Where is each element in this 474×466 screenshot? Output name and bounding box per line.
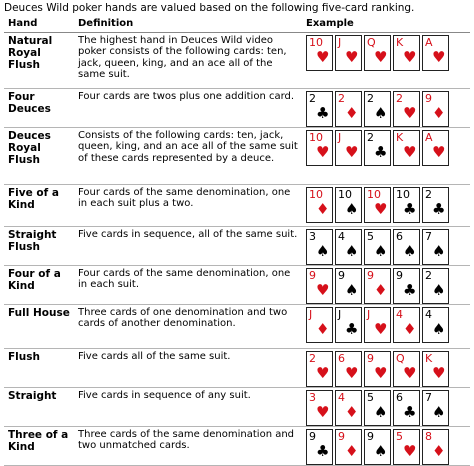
card-rank: 2 xyxy=(425,187,432,201)
card-rank: 2 xyxy=(367,91,374,105)
playing-card xyxy=(335,130,362,166)
playing-card xyxy=(393,390,420,426)
card-rank: J xyxy=(309,307,313,321)
diamonds-suit-icon: ♦ xyxy=(403,319,417,338)
card-rank: 5 xyxy=(396,429,403,443)
card-rank: K xyxy=(425,351,433,365)
hand-name: Flush xyxy=(4,348,74,387)
spades-suit-icon: ♠ xyxy=(374,103,388,122)
example-cards xyxy=(302,88,470,127)
hand-name: Straight Flush xyxy=(4,226,74,265)
card-rank: 7 xyxy=(425,390,432,404)
spades-suit-icon: ♠ xyxy=(432,319,446,338)
playing-card xyxy=(306,229,333,265)
example-cards xyxy=(302,348,470,387)
playing-card xyxy=(364,307,391,343)
playing-card xyxy=(335,429,362,465)
card-rank: K xyxy=(396,35,404,49)
clubs-suit-icon: ♣ xyxy=(316,441,330,460)
example-cards xyxy=(302,426,470,465)
hearts-suit-icon: ♥ xyxy=(374,199,388,218)
table-row xyxy=(4,265,470,304)
hearts-suit-icon: ♥ xyxy=(403,363,417,382)
hand-definition: Four cards of the same denomination, one in each suit plus a two. xyxy=(74,184,302,226)
playing-card xyxy=(335,35,362,71)
spades-suit-icon: ♠ xyxy=(403,241,417,260)
playing-card xyxy=(393,187,420,223)
hearts-suit-icon: ♥ xyxy=(432,142,446,161)
spades-suit-icon: ♠ xyxy=(374,402,388,421)
playing-card xyxy=(364,429,391,465)
card-rank: 9 xyxy=(425,91,432,105)
card-rank: J xyxy=(367,307,371,321)
card-rank: 4 xyxy=(396,307,403,321)
card-rank: 4 xyxy=(338,390,345,404)
table-row xyxy=(4,226,470,265)
example-cards xyxy=(302,226,470,265)
playing-card xyxy=(335,307,362,343)
card-rank: 9 xyxy=(367,429,374,443)
card-rank: 3 xyxy=(309,390,316,404)
clubs-suit-icon: ♣ xyxy=(403,199,417,218)
spades-suit-icon: ♠ xyxy=(316,241,330,260)
header-example: Example xyxy=(302,16,470,32)
example-cards xyxy=(302,265,470,304)
diamonds-suit-icon: ♦ xyxy=(432,441,446,460)
playing-card xyxy=(393,91,420,127)
card-rank: 2 xyxy=(367,130,374,144)
hearts-suit-icon: ♥ xyxy=(432,47,446,66)
hand-name: Three of a Kind xyxy=(4,426,74,465)
card-rank: 10 xyxy=(309,130,323,144)
clubs-suit-icon: ♣ xyxy=(374,142,388,161)
diamonds-suit-icon: ♦ xyxy=(316,319,330,338)
hearts-suit-icon: ♥ xyxy=(345,47,359,66)
hearts-suit-icon: ♥ xyxy=(403,103,417,122)
playing-card xyxy=(364,268,391,304)
table-header-row xyxy=(4,16,470,32)
playing-card xyxy=(364,35,391,71)
playing-card xyxy=(364,91,391,127)
playing-card xyxy=(306,429,333,465)
hand-name: Five of a Kind xyxy=(4,184,74,226)
playing-card xyxy=(306,187,333,223)
hand-name: Full House xyxy=(4,304,74,348)
playing-card xyxy=(422,351,449,387)
card-rank: J xyxy=(338,130,342,144)
card-rank: 2 xyxy=(425,268,432,282)
clubs-suit-icon: ♣ xyxy=(345,319,359,338)
playing-card xyxy=(393,229,420,265)
card-rank: 5 xyxy=(367,229,374,243)
table-row xyxy=(4,32,470,88)
hearts-suit-icon: ♥ xyxy=(374,363,388,382)
playing-card xyxy=(364,229,391,265)
header-definition: Definition xyxy=(74,16,302,32)
diamonds-suit-icon: ♦ xyxy=(345,441,359,460)
playing-card xyxy=(393,130,420,166)
playing-card xyxy=(422,187,449,223)
playing-card xyxy=(422,229,449,265)
card-rank: 10 xyxy=(367,187,381,201)
playing-card xyxy=(364,130,391,166)
playing-card xyxy=(335,268,362,304)
card-rank: 4 xyxy=(425,307,432,321)
playing-card xyxy=(364,187,391,223)
hand-name: Four of a Kind xyxy=(4,265,74,304)
hand-definition: Three cards of the same denomination and two unmatched cards. xyxy=(74,426,302,465)
card-rank: 2 xyxy=(309,351,316,365)
playing-card xyxy=(422,35,449,71)
card-rank: A xyxy=(425,35,433,49)
hand-definition: Five cards in sequence of any suit. xyxy=(74,387,302,426)
clubs-suit-icon: ♣ xyxy=(432,199,446,218)
playing-card xyxy=(335,351,362,387)
table-row xyxy=(4,184,470,226)
card-rank: 9 xyxy=(338,268,345,282)
example-cards xyxy=(302,127,470,184)
hand-name: Straight xyxy=(4,387,74,426)
playing-card xyxy=(335,390,362,426)
playing-card xyxy=(393,307,420,343)
card-rank: J xyxy=(338,307,342,321)
diamonds-suit-icon: ♦ xyxy=(345,103,359,122)
header-hand: Hand xyxy=(4,16,74,32)
hearts-suit-icon: ♥ xyxy=(345,142,359,161)
playing-card xyxy=(306,307,333,343)
hand-name: Deuces Royal Flush xyxy=(4,127,74,184)
table-body xyxy=(4,32,470,465)
table-row xyxy=(4,387,470,426)
playing-card xyxy=(422,268,449,304)
card-rank: 8 xyxy=(425,429,432,443)
card-rank: 9 xyxy=(309,429,316,443)
card-rank: 7 xyxy=(425,229,432,243)
playing-card xyxy=(422,390,449,426)
table-row xyxy=(4,88,470,127)
hand-name: Natural Royal Flush xyxy=(4,32,74,88)
card-rank: 4 xyxy=(338,229,345,243)
clubs-suit-icon: ♣ xyxy=(403,402,417,421)
diamonds-suit-icon: ♦ xyxy=(345,402,359,421)
card-rank: 2 xyxy=(396,91,403,105)
playing-card xyxy=(335,91,362,127)
hearts-suit-icon: ♥ xyxy=(403,47,417,66)
spades-suit-icon: ♠ xyxy=(345,199,359,218)
card-rank: 9 xyxy=(396,268,403,282)
playing-card xyxy=(364,390,391,426)
card-rank: 9 xyxy=(367,351,374,365)
spades-suit-icon: ♠ xyxy=(432,241,446,260)
clubs-suit-icon: ♣ xyxy=(316,103,330,122)
spades-suit-icon: ♠ xyxy=(345,280,359,299)
hand-definition: The highest hand in Deuces Wild video poker consists of the following cards: ten, jack, queen, king, and an ace all of the same suit. xyxy=(74,32,302,88)
playing-card xyxy=(422,130,449,166)
playing-card xyxy=(306,130,333,166)
playing-card xyxy=(422,91,449,127)
card-rank: K xyxy=(396,130,404,144)
hand-name: Four Deuces xyxy=(4,88,74,127)
playing-card xyxy=(335,187,362,223)
table-row xyxy=(4,304,470,348)
table-row xyxy=(4,426,470,465)
hearts-suit-icon: ♥ xyxy=(316,363,330,382)
hearts-suit-icon: ♥ xyxy=(403,441,417,460)
card-rank: 3 xyxy=(309,229,316,243)
example-cards xyxy=(302,304,470,348)
playing-card xyxy=(306,390,333,426)
playing-card xyxy=(306,91,333,127)
table-row xyxy=(4,127,470,184)
playing-card xyxy=(422,307,449,343)
card-rank: 6 xyxy=(396,390,403,404)
card-rank: 9 xyxy=(338,429,345,443)
example-cards xyxy=(302,184,470,226)
hand-ranking-table xyxy=(4,16,470,466)
card-rank: 6 xyxy=(396,229,403,243)
hand-definition: Five cards all of the same suit. xyxy=(74,348,302,387)
card-rank: 10 xyxy=(309,35,323,49)
spades-suit-icon: ♠ xyxy=(345,241,359,260)
spades-suit-icon: ♠ xyxy=(374,441,388,460)
hand-definition: Consists of the following cards: ten, jack, queen, king, and an ace all of the same suit of these cards represented by a deuce. xyxy=(74,127,302,184)
hearts-suit-icon: ♥ xyxy=(374,319,388,338)
hearts-suit-icon: ♥ xyxy=(316,402,330,421)
hearts-suit-icon: ♥ xyxy=(403,142,417,161)
hearts-suit-icon: ♥ xyxy=(316,280,330,299)
card-rank: 2 xyxy=(338,91,345,105)
card-rank: 10 xyxy=(338,187,352,201)
diamonds-suit-icon: ♦ xyxy=(374,280,388,299)
spades-suit-icon: ♠ xyxy=(374,241,388,260)
clubs-suit-icon: ♣ xyxy=(403,280,417,299)
playing-card xyxy=(393,351,420,387)
playing-card xyxy=(335,229,362,265)
hand-definition: Four cards of the same denomination, one in each suit. xyxy=(74,265,302,304)
hand-definition: Five cards in sequence, all of the same suit. xyxy=(74,226,302,265)
spades-suit-icon: ♠ xyxy=(432,280,446,299)
hearts-suit-icon: ♥ xyxy=(316,142,330,161)
playing-card xyxy=(306,351,333,387)
intro-text: Deuces Wild poker hands are valued based on the following five-card ranking. xyxy=(4,2,415,14)
card-rank: 2 xyxy=(309,91,316,105)
playing-card xyxy=(393,35,420,71)
hearts-suit-icon: ♥ xyxy=(316,47,330,66)
hand-definition: Four cards are twos plus one addition card. xyxy=(74,88,302,127)
playing-card xyxy=(306,268,333,304)
diamonds-suit-icon: ♦ xyxy=(316,199,330,218)
card-rank: Q xyxy=(367,35,376,49)
card-rank: 10 xyxy=(309,187,323,201)
playing-card xyxy=(364,351,391,387)
card-rank: Q xyxy=(396,351,405,365)
spades-suit-icon: ♠ xyxy=(432,402,446,421)
hearts-suit-icon: ♥ xyxy=(432,363,446,382)
playing-card xyxy=(306,35,333,71)
card-rank: 10 xyxy=(396,187,410,201)
playing-card xyxy=(393,429,420,465)
card-rank: 5 xyxy=(367,390,374,404)
card-rank: J xyxy=(338,35,342,49)
playing-card xyxy=(422,429,449,465)
card-rank: A xyxy=(425,130,433,144)
table-row xyxy=(4,348,470,387)
card-rank: 6 xyxy=(338,351,345,365)
playing-card xyxy=(393,268,420,304)
example-cards xyxy=(302,32,470,88)
diamonds-suit-icon: ♦ xyxy=(432,103,446,122)
hand-definition: Three cards of one denomination and two cards of another denomination. xyxy=(74,304,302,348)
hearts-suit-icon: ♥ xyxy=(345,363,359,382)
card-rank: 9 xyxy=(309,268,316,282)
example-cards xyxy=(302,387,470,426)
hearts-suit-icon: ♥ xyxy=(374,47,388,66)
card-rank: 9 xyxy=(367,268,374,282)
